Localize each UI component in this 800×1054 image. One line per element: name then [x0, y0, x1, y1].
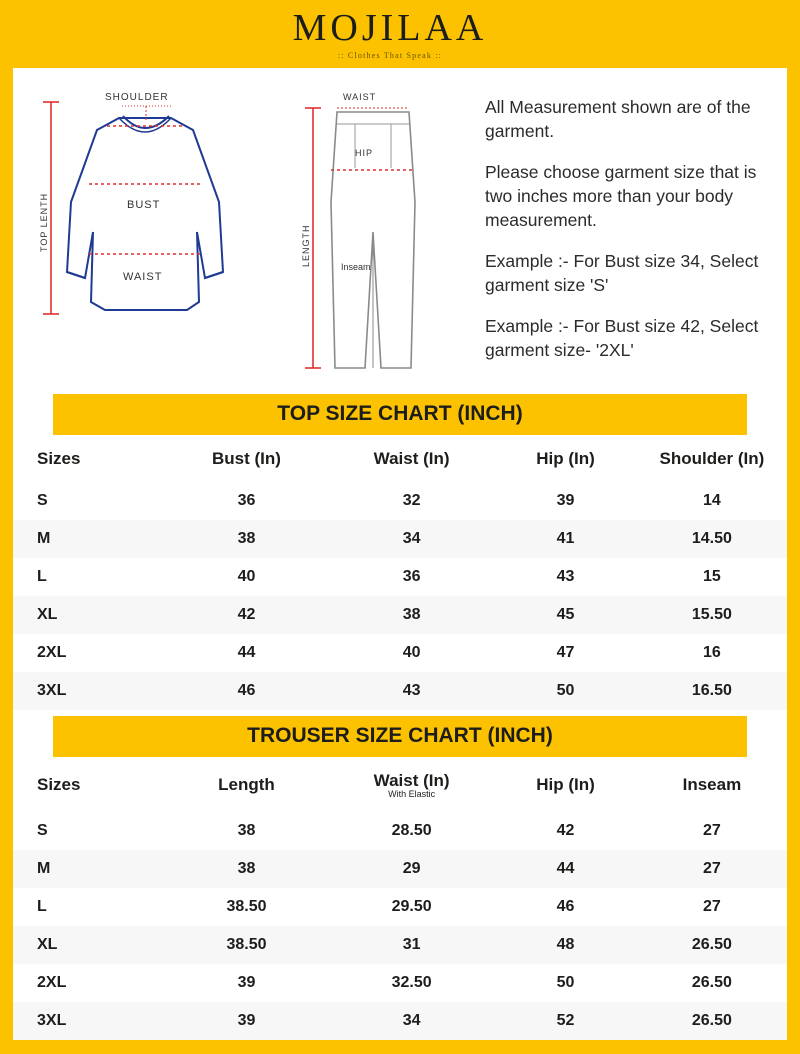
cell-length: 38.50 [226, 898, 267, 915]
cell-size: M [37, 530, 51, 547]
cell-hip: 44 [556, 860, 575, 877]
cell-shoulder: 15.50 [691, 606, 732, 623]
cell-shoulder: 15 [703, 568, 721, 585]
svg-text:LENGTH: LENGTH [301, 224, 311, 267]
svg-text:Inseam: Inseam [341, 262, 371, 272]
cell-hip: 41 [556, 530, 575, 547]
cell-size: L [37, 568, 47, 585]
bottom-accent-strip [13, 1040, 787, 1054]
cell-size: M [37, 860, 51, 877]
cell-waist: 28.50 [391, 822, 432, 839]
cell-length: 38.50 [226, 936, 267, 953]
cell-size: 2XL [37, 974, 67, 991]
cell-bust: 40 [237, 568, 256, 585]
cell-waist: 34 [402, 1012, 421, 1029]
svg-text:WAIST: WAIST [123, 271, 163, 283]
table-row [13, 850, 787, 888]
svg-text:TOP LENTH: TOP LENTH [39, 192, 49, 252]
cell-inseam: 26.50 [691, 974, 732, 991]
cell-waist: 32.50 [391, 974, 432, 991]
table-header-row [13, 435, 787, 482]
note-2: Please choose garment size that is two inches more than your body measurement. [485, 162, 757, 230]
cell-hip: 39 [556, 492, 575, 509]
table-header-row [13, 757, 787, 812]
table-row [13, 596, 787, 634]
cell-length: 38 [237, 860, 256, 877]
table-row [13, 634, 787, 672]
cell-length: 39 [237, 974, 256, 991]
cell-waist: 36 [402, 568, 421, 585]
logo [292, 6, 488, 60]
cell-size: S [37, 492, 48, 509]
cell-hip: 46 [556, 898, 575, 915]
cell-hip: 48 [556, 936, 575, 953]
table-row [13, 558, 787, 596]
brand-tagline: :: Clothes That Speak :: [337, 50, 443, 60]
cell-shoulder: 16.50 [691, 682, 732, 699]
cell-waist: 40 [402, 644, 421, 661]
brand-header [13, 0, 787, 68]
note-1: All Measurement shown are of the garment. [485, 97, 751, 141]
table-row [13, 926, 787, 964]
cell-waist: 43 [402, 682, 421, 699]
cell-waist: 34 [402, 530, 421, 547]
svg-text:WAIST: WAIST [343, 92, 377, 102]
illustration-and-notes [13, 68, 787, 388]
cell-waist: 32 [402, 492, 421, 509]
header-hip: Hip (In) [536, 775, 595, 794]
header-length: Length [218, 775, 275, 794]
cell-length: 38 [237, 822, 256, 839]
top-size-chart-banner: TOP SIZE CHART (INCH) [53, 394, 747, 435]
cell-hip: 43 [556, 568, 575, 585]
header-waist [329, 757, 494, 812]
cell-hip: 50 [556, 974, 575, 991]
trouser-size-chart-table [13, 757, 787, 1040]
cell-length: 39 [237, 1012, 256, 1029]
header-waist: Waist (In) [373, 449, 450, 468]
cell-waist: 29.50 [391, 898, 432, 915]
cell-inseam: 26.50 [691, 1012, 732, 1029]
trouser-diagram [293, 82, 463, 382]
cell-hip: 50 [556, 682, 575, 699]
cell-bust: 36 [237, 492, 256, 509]
cell-inseam: 27 [703, 822, 721, 839]
cell-size: 3XL [37, 682, 67, 699]
cell-shoulder: 14 [703, 492, 721, 509]
cell-waist: 29 [402, 860, 421, 877]
svg-text:SHOULDER: SHOULDER [105, 92, 169, 103]
table-row [13, 672, 787, 710]
table-row [13, 964, 787, 1002]
table-row [13, 812, 787, 850]
trouser-svg [293, 82, 463, 382]
cell-shoulder: 14.50 [691, 530, 732, 547]
cell-size: 3XL [37, 1012, 67, 1029]
note-3: Example :- For Bust size 34, Select garment size 'S' [485, 251, 759, 295]
header-sizes: Sizes [37, 775, 81, 794]
cell-shoulder: 16 [703, 644, 721, 661]
table-row [13, 888, 787, 926]
cell-size: XL [37, 606, 58, 623]
cell-hip: 42 [556, 822, 575, 839]
cell-size: S [37, 822, 48, 839]
trouser-size-chart-banner: TROUSER SIZE CHART (INCH) [53, 716, 747, 757]
header-waist-label: Waist (In) [373, 771, 450, 790]
top-garment-svg [27, 82, 287, 372]
table-row [13, 520, 787, 558]
svg-text:BUST: BUST [127, 199, 161, 211]
note-4: Example :- For Bust size 42, Select garment size- '2XL' [485, 316, 759, 360]
brand-name: MOJILAA [292, 6, 488, 49]
cell-bust: 46 [237, 682, 256, 699]
top-size-chart-table [13, 435, 787, 710]
cell-bust: 44 [237, 644, 256, 661]
table-row [13, 1002, 787, 1040]
cell-inseam: 27 [703, 898, 721, 915]
cell-bust: 42 [237, 606, 256, 623]
header-waist-subnote: With Elastic [388, 789, 436, 799]
header-hip: Hip (In) [536, 449, 595, 468]
cell-waist: 38 [402, 606, 421, 623]
header-shoulder: Shoulder (In) [659, 449, 765, 468]
cell-inseam: 26.50 [691, 936, 732, 953]
cell-hip: 45 [556, 606, 575, 623]
cell-hip: 52 [556, 1012, 575, 1029]
cell-size: L [37, 898, 47, 915]
cell-bust: 38 [237, 530, 256, 547]
top-garment-diagram [27, 82, 287, 382]
table-row [13, 482, 787, 520]
header-inseam: Inseam [682, 775, 742, 794]
cell-size: 2XL [37, 644, 67, 661]
header-bust: Bust (In) [212, 449, 281, 468]
measurement-notes [463, 82, 787, 382]
cell-hip: 47 [556, 644, 575, 661]
svg-text:HIP: HIP [355, 148, 374, 158]
cell-size: XL [37, 936, 58, 953]
cell-inseam: 27 [703, 860, 721, 877]
header-sizes: Sizes [37, 449, 81, 468]
cell-waist: 31 [402, 936, 421, 953]
